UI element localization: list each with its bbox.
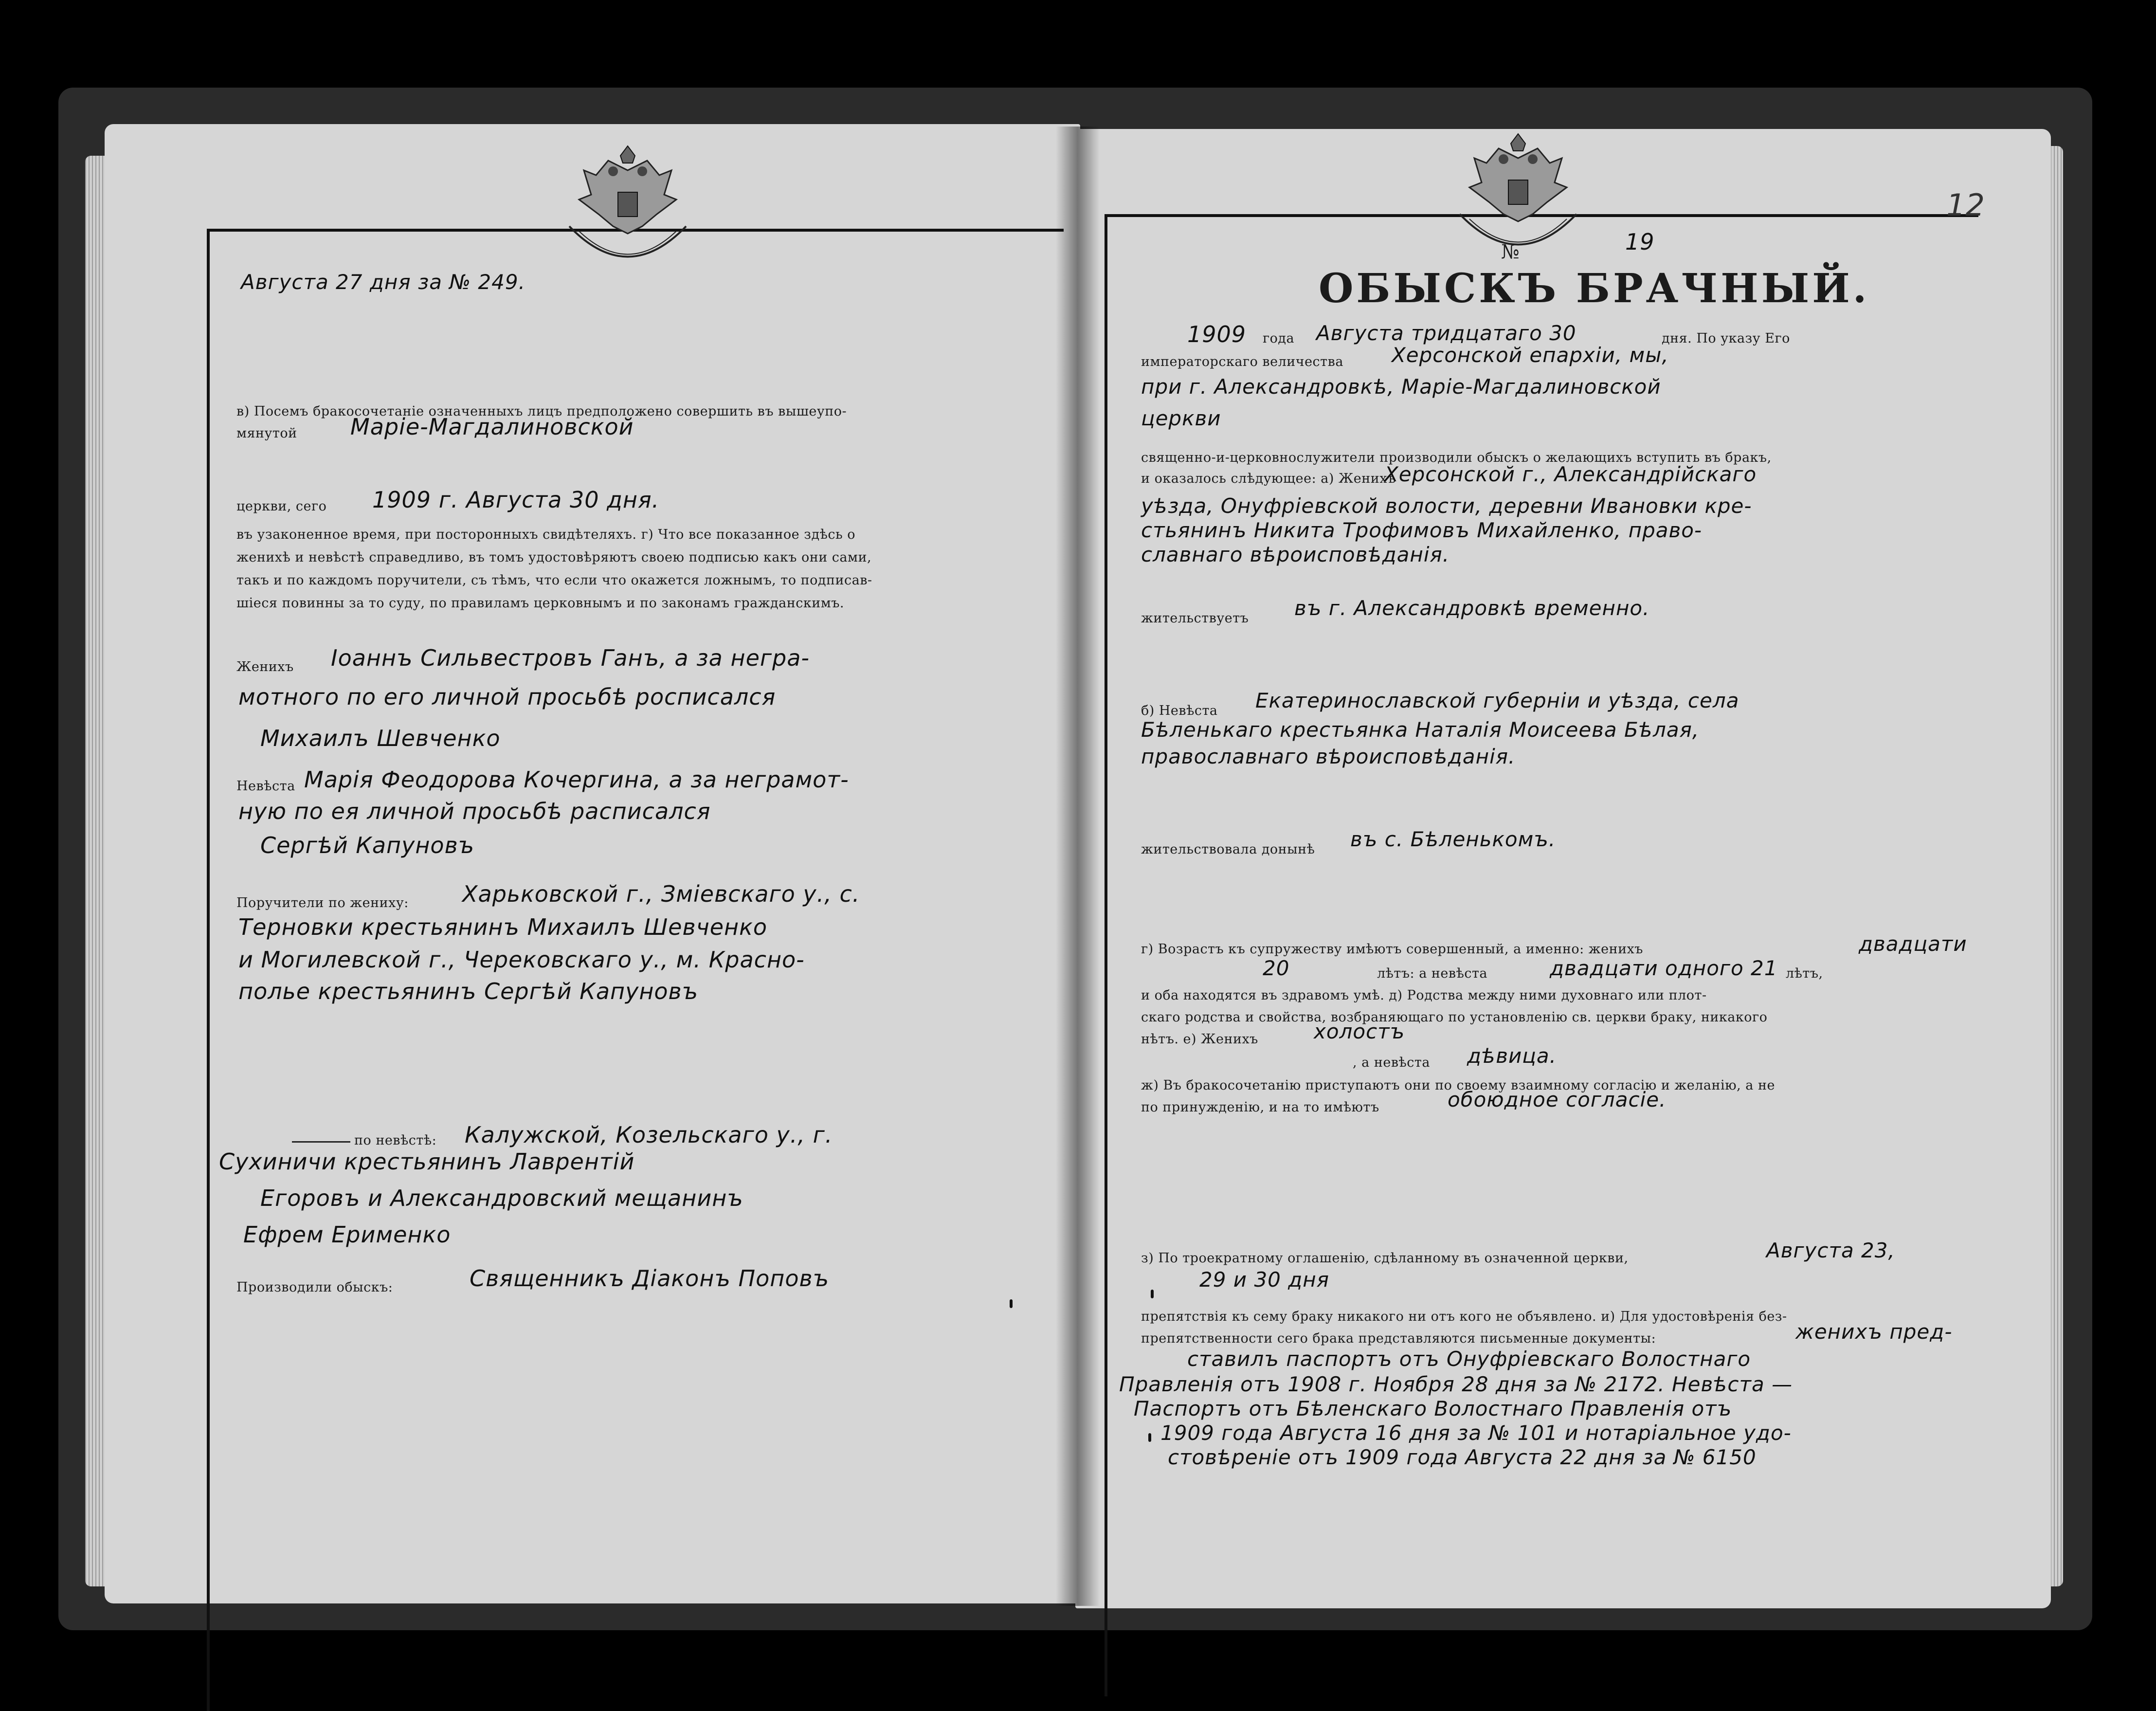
documents-handwritten: стовѣренiе отъ 1909 года Августа 22 дня за № 6150 <box>1168 1445 1757 1469</box>
documents-handwritten: Правленiя отъ 1908 г. Ноября 28 дня за № 2172. Невѣста — <box>1119 1372 1793 1396</box>
intro-text: императорскаго величества <box>1141 354 1343 369</box>
groom-guarantors-line: полье крестьянинъ Сергѣй Капуновъ <box>238 978 699 1004</box>
page-number: 12 <box>1946 187 1985 223</box>
performed-by: Священникъ Дiаконъ Поповъ <box>470 1265 830 1292</box>
age-text: лѣтъ, <box>1786 966 1823 981</box>
legal-text-line: шiеся повинны за то суду, по правиламъ церковнымъ и по законамъ гражданскимъ. <box>236 596 845 611</box>
intro-date-handwritten: Августа тридцатаго 30 <box>1316 321 1576 345</box>
age-text: , а невѣста <box>1353 1055 1430 1070</box>
church-date-handwritten: 1909 г. Августа 30 дня. <box>372 487 660 513</box>
impediment-text: препятственности сего брака представляются письменные документы: <box>1141 1331 1656 1346</box>
age-text: скаго родства и свойства, возбраняющаго по установленiю св. церкви браку, никакого <box>1141 1010 1768 1025</box>
clergy-text: и оказалось слѣдующее: а) Женихъ <box>1141 471 1396 486</box>
church-name-handwritten: Марiе-Магдалиновской <box>350 414 634 440</box>
groom-guarantors-line: Харьковской г., Змiевскаго у., с. <box>462 881 860 907</box>
church-date-label: церкви, сего <box>236 499 327 514</box>
legal-text-line: женихѣ и невѣстѣ справедливо, въ томъ удостовѣряютъ своею подписью какъ они сами, <box>236 550 872 565</box>
documents-handwritten: Паспортъ отъ Бѣленскаго Волостнаго Правленiя отъ <box>1134 1397 1732 1420</box>
book-spine <box>1056 127 1100 1606</box>
groom-signature-line: мотного по его личной просьбѣ росписался <box>238 684 776 710</box>
impediment-text: препятствiя къ сему браку никакого ни отъ кого не объявлено. и) Для удостовѣренiя без- <box>1141 1309 1787 1324</box>
groom-line-handwritten: славнаго вѣроисповѣданiя. <box>1141 543 1450 566</box>
consent-text: по принужденiю, и на то имѣютъ <box>1141 1100 1379 1115</box>
bride-signer: Сергѣй Капуновъ <box>260 832 475 858</box>
groom-signature-line: Iоаннъ Сильвестровъ Ганъ, а за негра- <box>331 645 810 671</box>
bride-guarantors-label: по невѣстѣ: <box>354 1133 437 1148</box>
groom-line-handwritten: стьянинъ Никита Трофимовъ Михайленко, право- <box>1141 518 1703 542</box>
intro-church-handwritten: церкви <box>1141 406 1221 430</box>
performed-label: Производили обыскъ: <box>236 1280 393 1295</box>
bride-status-handwritten: дѣвица. <box>1467 1044 1557 1068</box>
groom-residence-label: жительствуетъ <box>1141 611 1249 626</box>
bride-line-handwritten: православнаго вѣроисповѣданiя. <box>1141 745 1516 768</box>
bride-label: б) Невѣста <box>1141 703 1218 718</box>
bride-residence-label: жительствовала донынѣ <box>1141 842 1315 857</box>
banns-text: з) По троекратному оглашенiю, сдѣланному въ означенной церкви, <box>1141 1251 1629 1266</box>
bride-guarantors-line: Сухиничи крестьянинъ Лаврентiй <box>219 1148 635 1175</box>
bride-line-handwritten: Екатеринославской губернiи и уѣзда, села <box>1255 689 1739 712</box>
record-number: 19 <box>1625 229 1655 255</box>
legal-text-line: въ узаконенное время, при посторонныхъ свидѣтеляхъ. г) Что все показанное здѣсь о <box>236 527 856 542</box>
bride-guarantors-line: Калужской, Козельскаго у., г. <box>465 1122 833 1148</box>
ink-mark <box>1010 1299 1013 1308</box>
groom-status-handwritten: холостъ <box>1314 1019 1405 1043</box>
documents-handwritten: женихъ пред- <box>1795 1320 1953 1344</box>
bride-signature-line: ную по ея личной просьбѣ расписался <box>238 798 711 824</box>
record-number-label: № <box>1501 241 1520 263</box>
groom-origin-handwritten: Херсонской г., Александрiйскаго <box>1384 462 1757 486</box>
clause-v-label: мянутой <box>236 426 297 441</box>
groom-age-handwritten: двадцати <box>1859 932 1967 956</box>
groom-line-handwritten: уѣзда, Онуфрiевской волости, деревни Ивановки кре- <box>1141 494 1752 518</box>
clergy-text: священно-и-церковнослужители производили обыскъ о желающихъ вступить въ бракъ, <box>1141 450 1772 465</box>
groom-guarantors-line: Терновки крестьянинъ Михаилъ Шевченко <box>238 914 768 940</box>
groom-residence: въ г. Александровкѣ временно. <box>1294 596 1650 620</box>
age-text: лѣтъ: а невѣста <box>1377 966 1488 981</box>
groom-guarantors-label: Поручители по жениху: <box>236 895 409 910</box>
ditto-line <box>292 1141 350 1143</box>
documents-handwritten: 1909 года Августа 16 дня за № 101 и нотарiальное удо- <box>1160 1421 1792 1445</box>
groom-guarantors-line: и Могилевской г., Черековскаго у., м. Красно- <box>238 947 805 973</box>
groom-signer: Михаилъ Шевченко <box>260 725 501 751</box>
groom-label: Женихъ <box>236 659 294 674</box>
bride-residence: въ с. Бѣленькомъ. <box>1350 827 1556 851</box>
document-title: ОБЫСКЪ БРАЧНЫЙ. <box>1319 265 1870 312</box>
age-text: нѣтъ. е) Женихъ <box>1141 1032 1258 1047</box>
bride-label: Невѣста <box>236 779 295 794</box>
age-text: и оба находятся въ здравомъ умѣ. д) Родства между ними духовнаго или плот- <box>1141 988 1707 1003</box>
age-text: г) Возрастъ къ супружеству имѣютъ совершенный, а именно: женихъ <box>1141 942 1643 957</box>
intro-text: дня. По указу Его <box>1662 331 1790 346</box>
intro-church-handwritten: при г. Александровкѣ, Марiе-Магдалиновской <box>1141 375 1661 399</box>
ink-mark <box>1148 1433 1151 1442</box>
consent-text: ж) Въ бракосочетанiю приступаютъ они по своему взаимному согласiю и желанiю, а не <box>1141 1078 1775 1093</box>
groom-age-number: 20 <box>1263 956 1290 980</box>
banns-dates-handwritten: 29 и 30 дня <box>1199 1268 1329 1292</box>
legal-text-line: такъ и по каждомъ поручители, съ тѣмъ, что если что окажется ложнымъ, то подписав- <box>236 573 872 588</box>
documents-handwritten: ставилъ паспортъ отъ Онуфрiевскаго Волостнаго <box>1187 1347 1751 1371</box>
year: 1909 <box>1187 321 1247 347</box>
clause-v-text: в) Посемъ бракосочетанiе означенныхъ лицъ предположено совершить въ вышеупо- <box>236 404 847 419</box>
banns-dates-handwritten: Августа 23, <box>1766 1238 1895 1262</box>
bride-age-handwritten: двадцати одного 21 <box>1550 956 1778 980</box>
bride-signature-line: Марiя Феодорова Кочергина, а за неграмот- <box>304 766 849 793</box>
bride-line-handwritten: Бѣленькаго крестьянка Наталiя Моисеева Бѣлая, <box>1141 718 1700 742</box>
intro-eparchy-handwritten: Херсонской епархiи, мы, <box>1392 343 1669 367</box>
imperial-eagle-crest-icon <box>550 141 706 287</box>
bride-guarantors-line: Ефрем Ерименко <box>243 1221 451 1248</box>
consent-handwritten: обоюдное согласiе. <box>1448 1088 1667 1111</box>
header-note: Августа 27 дня за № 249. <box>241 270 525 294</box>
intro-text: года <box>1263 331 1295 346</box>
bride-guarantors-line: Егоровъ и Александровский мещанинъ <box>260 1185 743 1211</box>
ink-mark <box>1151 1290 1154 1298</box>
